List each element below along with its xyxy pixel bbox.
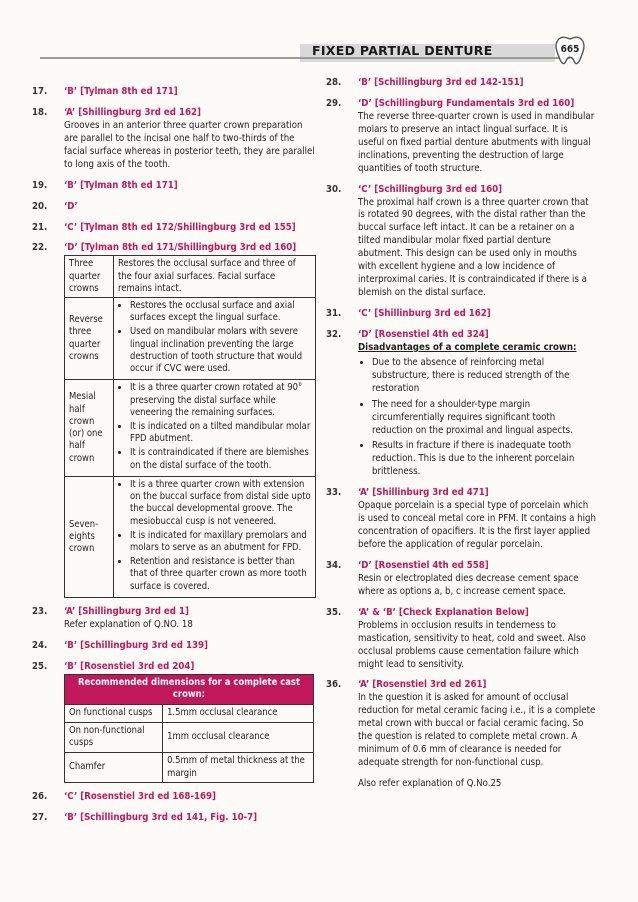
table-cell: 1mm occlusal clearance bbox=[163, 722, 314, 752]
answer-33 bbox=[326, 487, 596, 552]
answer-reference: ‘B’ [Rosenstiel 3rd ed 204] bbox=[64, 660, 195, 672]
row-label: Three quarter crowns bbox=[65, 256, 114, 298]
answer-32 bbox=[326, 329, 596, 479]
answer-27 bbox=[32, 812, 315, 825]
bullet: • Due to the absence of reinforcing metal substructure, there is reduced strength of the restoration bbox=[372, 357, 596, 396]
table-cell: Chamfer bbox=[65, 753, 163, 783]
crown-types-table bbox=[64, 255, 316, 597]
question-number: 26. bbox=[32, 791, 48, 803]
bullet: • It is indicated on a tilted mandibular molar FPD abutment. bbox=[130, 421, 311, 445]
question-number: 28. bbox=[326, 77, 342, 88]
answer-reference: ‘D’ bbox=[64, 200, 78, 212]
answer-21 bbox=[32, 222, 315, 235]
question-number: 27. bbox=[32, 812, 48, 824]
answer-24 bbox=[32, 640, 315, 653]
right-column bbox=[326, 77, 596, 799]
explanation: Resin or electroplated dies decrease cement space where as options a, b, c increase cement space. bbox=[358, 572, 579, 597]
answer-25 bbox=[32, 661, 315, 784]
bullet: • Results in fracture if there is inadequate tooth reduction. This is due to the inherent porcelain brittleness. bbox=[372, 440, 596, 479]
question-number: 18. bbox=[32, 106, 48, 118]
answer-18 bbox=[32, 107, 315, 172]
question-number: 17. bbox=[32, 86, 48, 97]
answer-35 bbox=[326, 607, 596, 672]
row-label: Mesial half crown (or) one half crown bbox=[65, 380, 114, 477]
question-number: 30. bbox=[326, 183, 342, 195]
question-number: 24. bbox=[32, 639, 48, 651]
answer-reference: ‘B’ [Tylman 8th ed 171] bbox=[64, 179, 178, 191]
answer-23 bbox=[32, 606, 315, 632]
table-heading: Recommended dimensions for a complete cast crown: bbox=[65, 674, 314, 704]
cross-reference: Also refer explanation of Q.No.25 bbox=[358, 778, 502, 789]
answer-22 bbox=[32, 242, 315, 597]
table-row bbox=[65, 298, 316, 380]
answer-36 bbox=[326, 679, 596, 791]
bullet: • Retention and resistance is better than that of three quarter crown as more tooth surface is covered. bbox=[130, 556, 311, 593]
question-number: 36. bbox=[326, 679, 342, 691]
bullet: • Used on mandibular molars with severe lingual inclination preventing the large destruction of tooth structure that would occur if CVC were used. bbox=[130, 326, 311, 375]
answer-20 bbox=[32, 201, 315, 214]
explanation: Grooves in an anterior three quarter crown preparation are parallel to the incisal one half to two-thirds of the facial surface whereas in posterior teeth, they are parallel to long axis of the tooth. bbox=[64, 119, 315, 170]
question-number: 22. bbox=[32, 242, 48, 254]
bullet: • It is a three quarter crown rotated at 90° preserving the distal surface while veneering the remaining surfaces. bbox=[130, 382, 311, 419]
table-cell: On non-functional cusps bbox=[65, 722, 163, 752]
table-row bbox=[65, 380, 316, 477]
answer-reference: ‘C’ [Shillinburg 3rd ed 162] bbox=[358, 308, 491, 319]
recommended-dimensions-table bbox=[64, 674, 314, 784]
answer-reference: ‘D’ [Rosenstiel 4th ed 558] bbox=[358, 559, 489, 571]
table-row bbox=[65, 256, 316, 298]
answer-17 bbox=[32, 86, 315, 99]
answer-reference: ‘C’ [Rosenstiel 3rd ed 168-169] bbox=[64, 791, 216, 803]
question-number: 33. bbox=[326, 487, 342, 499]
bullet: • It is a three quarter crown with extension on the buccal surface from distal side upto the buccal developmental groove. The mesiobuccal cusp is not veneered. bbox=[130, 479, 311, 528]
answer-19 bbox=[32, 180, 315, 193]
answer-reference: ‘A’ [Shillingburg 3rd ed 1] bbox=[64, 605, 189, 617]
answer-reference: ‘A’ [Shillingburg 3rd ed 162] bbox=[64, 106, 201, 118]
explanation: The reverse three-quarter crown is used in mandibular molars to preserve an intact lingual surface. It is useful on fixed partial denture abutments with lingual inclinations, preventing the destruction of large quantities of tooth structure. bbox=[358, 110, 595, 174]
explanation: In the question it is asked for amount of occlusal reduction for metal ceramic facing i.e., it is a complete metal crown with buccal or facial ceramic facing. So the question is related to complete metal crown. A minimum of 0.6 mm of clearance is needed for adequate strength for non-functional cusp. bbox=[358, 692, 596, 769]
answer-reference: ‘D’ [Rosenstiel 4th ed 324] bbox=[358, 328, 489, 340]
question-number: 35. bbox=[326, 606, 342, 618]
bullet: • It is contraindicated if there are blemishes on the distal surface of the tooth. bbox=[130, 447, 311, 471]
section-heading: Disadvantages of a complete ceramic crown: bbox=[358, 341, 577, 353]
explanation: Opaque porcelain is a special type of porcelain which is used to conceal metal core in PFM. It contains a high concentration of opacifiers. It is the first layer applied before the application of regular porcelain. bbox=[358, 500, 596, 550]
answer-reference: ‘B’ [Schillingburg 3rd ed 139] bbox=[64, 639, 208, 651]
question-number: 25. bbox=[32, 660, 48, 672]
answer-31 bbox=[326, 308, 596, 321]
question-number: 23. bbox=[32, 605, 48, 617]
answer-29 bbox=[326, 98, 596, 176]
table-row bbox=[65, 704, 314, 722]
table-cell: On functional cusps bbox=[65, 704, 163, 722]
question-number: 20. bbox=[32, 200, 48, 212]
answer-reference: ‘D’ [Schillingburg Fundamentals 3rd ed 160] bbox=[358, 97, 575, 109]
question-number: 31. bbox=[326, 308, 342, 319]
answer-reference: ‘A’ [Rosenstiel 3rd ed 261] bbox=[358, 679, 487, 691]
explanation: The proximal half crown is a three quarter crown that is rotated 90 degrees, with the distal rather than the buccal surface left intact. It can be a retainer on a tilted mandibular molar fixed partial denture abutment. This design can be used only in mouths with excellent hygiene and a low incidence of interproximal caries. It is contraindicated if there is a blemish on the distal surface. bbox=[358, 196, 589, 299]
tooth-page-badge bbox=[552, 34, 588, 68]
table-cell: 1.5mm occlusal clearance bbox=[163, 704, 314, 722]
answer-28 bbox=[326, 77, 596, 90]
question-number: 19. bbox=[32, 179, 48, 191]
table-row bbox=[65, 722, 314, 752]
table-row bbox=[65, 753, 314, 783]
question-number: 29. bbox=[326, 97, 342, 109]
answer-reference: ‘B’ [Schillingburg 3rd ed 141, Fig. 10-7] bbox=[64, 812, 258, 824]
explanation: Refer explanation of Q.NO. 18 bbox=[64, 618, 193, 630]
bullet: • Restores the occlusal surface and axial surfaces except the lingual surface. bbox=[130, 300, 311, 324]
answer-30 bbox=[326, 184, 596, 300]
answer-26 bbox=[32, 791, 315, 804]
chapter-title: FIXED PARTIAL DENTURE bbox=[312, 43, 493, 58]
answer-34 bbox=[326, 560, 596, 599]
answer-reference: ‘D’ [Tylman 8th ed 171/Shillingburg 3rd ed 160] bbox=[64, 242, 297, 254]
question-number: 34. bbox=[326, 559, 342, 571]
answer-reference: ‘A’ & ‘B’ [Check Explanation Below] bbox=[358, 606, 529, 618]
answer-reference: ‘A’ [Shillinburg 3rd ed 471] bbox=[358, 487, 489, 499]
question-number: 32. bbox=[326, 328, 342, 340]
answer-reference: ‘B’ [Schillingburg 3rd ed 142-151] bbox=[358, 77, 524, 88]
answer-reference: ‘C’ [Schillingburg 3rd ed 160] bbox=[358, 183, 503, 195]
answer-reference: ‘C’ [Tylman 8th ed 172/Shillingburg 3rd ed 155] bbox=[64, 221, 296, 233]
left-column bbox=[32, 86, 315, 833]
explanation: Problems in occlusion results in tenderness to mastication, sensitivity to heat, cold and sweet. Also occlusal problems cause cementation failure which might lead to sensitivity. bbox=[358, 619, 586, 670]
answer-reference: ‘B’ [Tylman 8th ed 171] bbox=[64, 86, 178, 97]
row-label: Reverse three quarter crowns bbox=[65, 298, 114, 380]
row-label: Seven-eights crown bbox=[65, 476, 114, 597]
bullet: • The need for a shoulder-type margin circumferentially requires significant tooth reduction on the proximal and lingual aspects. bbox=[372, 399, 596, 438]
question-number: 21. bbox=[32, 221, 48, 233]
page-number: 665 bbox=[560, 44, 580, 55]
table-cell: 0.5mm of metal thickness at the margin bbox=[163, 753, 314, 783]
bullet-list bbox=[358, 357, 596, 479]
bullet: • It is indicated for maxillary premolars and molars to serve as an abutment for FPD. bbox=[130, 530, 311, 554]
table-row bbox=[65, 476, 316, 597]
row-text: Restores the occlusal surface and three of the four axial surfaces. Facial surface remains intact. bbox=[114, 256, 316, 298]
